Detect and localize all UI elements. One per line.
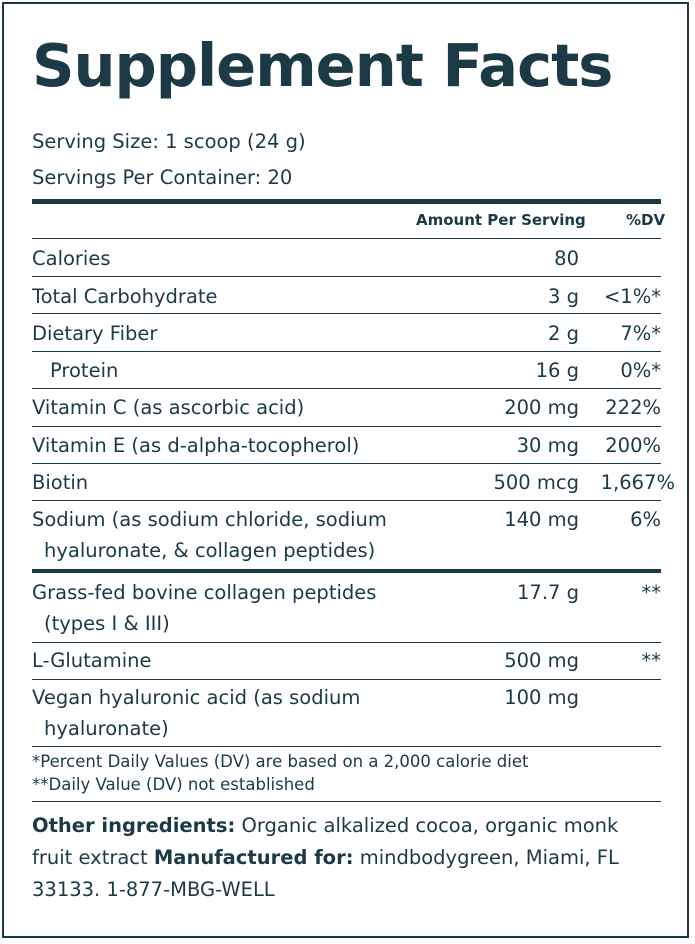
nutrient-amount: 17.7 g — [517, 581, 579, 604]
nutrient-name: L-Glutamine — [32, 649, 152, 672]
nutrient-amount: 200 mg — [504, 396, 579, 419]
nutrient-name: Total Carbohydrate — [32, 285, 218, 308]
manufactured-for-label: Manufactured for: — [153, 846, 354, 869]
other-ingredients-text — [32, 810, 661, 906]
nutrient-name: Vitamin E (as d-alpha-tocopherol) — [32, 434, 360, 457]
divider — [32, 642, 661, 643]
manufacturer-info: mindbodygreen, Miami, FL 33133. 1-877-MBG-WELL — [32, 846, 619, 901]
nutrient-name: Vegan hyaluronic acid (as sodium — [32, 686, 361, 709]
nutrient-amount: 16 g — [535, 359, 579, 382]
nutrient-name: Grass-fed bovine collagen peptides — [32, 581, 377, 604]
nutrient-name: Vitamin C (as ascorbic acid) — [32, 396, 305, 419]
thick-divider — [32, 569, 661, 573]
nutrient-name-continued: hyaluronate, & collagen peptides) — [44, 539, 376, 562]
amount-per-serving-header: Amount Per Serving — [416, 211, 586, 229]
servings-per-container: Servings Per Container: 20 — [32, 166, 293, 189]
nutrient-amount: 3 g — [548, 285, 579, 308]
footnote-dv-not-established: **Daily Value (DV) not established — [32, 775, 315, 794]
nutrient-name-continued: (types I & III) — [44, 612, 170, 635]
thick-divider — [32, 199, 661, 204]
nutrient-dv: 200% — [605, 434, 661, 457]
other-ingredients-label: Other ingredients: — [32, 814, 236, 837]
nutrient-amount: 30 mg — [516, 434, 579, 457]
nutrient-dv: 222% — [605, 396, 661, 419]
divider — [32, 313, 661, 314]
divider — [32, 238, 661, 239]
other-ingredients-list: Organic alkalized cocoa, organic monk fruit extract — [32, 814, 619, 869]
nutrient-name: Dietary Fiber — [32, 322, 158, 345]
nutrient-amount: 2 g — [548, 322, 579, 345]
divider — [32, 276, 661, 277]
nutrient-name: Protein — [50, 359, 119, 382]
nutrient-amount: 80 — [554, 247, 579, 270]
serving-size: Serving Size: 1 scoop (24 g) — [32, 130, 306, 153]
nutrient-name: Biotin — [32, 471, 89, 494]
nutrient-amount: 500 mg — [504, 649, 579, 672]
panel-title: Supplement Facts — [32, 31, 613, 100]
divider — [32, 426, 661, 427]
nutrient-amount: 500 mcg — [493, 471, 579, 494]
nutrient-name: Calories — [32, 247, 111, 270]
divider — [32, 801, 661, 802]
divider — [32, 463, 661, 464]
footnote-percent-dv: *Percent Daily Values (DV) are based on a 2,000 calorie diet — [32, 752, 529, 771]
nutrient-dv: <1%* — [603, 285, 661, 308]
divider — [32, 746, 661, 747]
dv-header: %DV — [626, 211, 666, 229]
nutrient-name-continued: hyaluronate) — [44, 717, 169, 740]
nutrient-dv: ** — [641, 581, 661, 604]
nutrient-dv: 7%* — [620, 322, 661, 345]
divider — [32, 388, 661, 389]
divider — [32, 500, 661, 501]
divider — [32, 351, 661, 352]
divider — [32, 679, 661, 680]
nutrient-dv: 0%* — [620, 359, 661, 382]
nutrient-name: Sodium (as sodium chloride, sodium — [32, 508, 387, 531]
nutrient-dv: 6% — [630, 508, 661, 531]
nutrient-amount: 100 mg — [504, 686, 579, 709]
nutrient-amount: 140 mg — [504, 508, 579, 531]
nutrient-dv: 1,667% — [600, 471, 675, 494]
nutrient-dv: ** — [641, 649, 661, 672]
